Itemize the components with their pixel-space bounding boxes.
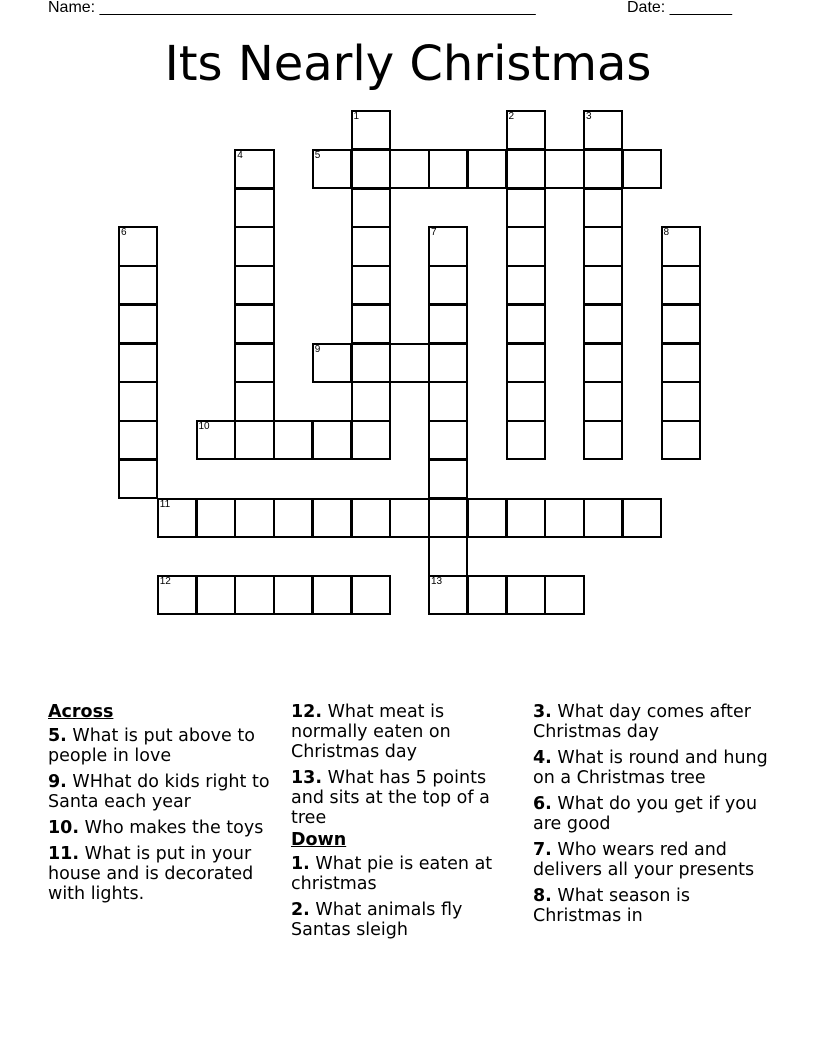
grid-cell[interactable] <box>661 265 701 305</box>
grid-cell[interactable] <box>118 304 158 344</box>
clue-number: 3 <box>586 111 592 122</box>
clue-across-10: 10. Who makes the toys <box>48 818 264 838</box>
clue-number: 10 <box>198 421 210 432</box>
grid-cell[interactable] <box>428 381 468 421</box>
grid-cell[interactable] <box>234 498 274 538</box>
grid-cell[interactable] <box>389 149 429 189</box>
grid-cell[interactable] <box>118 420 158 460</box>
clue-down-3: 3. What day comes after Christmas day <box>533 702 751 742</box>
grid-cell[interactable] <box>467 149 507 189</box>
grid-cell[interactable] <box>234 575 274 615</box>
clues-column-3 <box>533 702 773 932</box>
grid-cell[interactable] <box>428 149 468 189</box>
name-label: Name: _________________________________________________ <box>48 0 536 16</box>
grid-cell[interactable] <box>661 304 701 344</box>
clue-across-5: 5. What is put above to people in love <box>48 726 255 766</box>
grid-cell[interactable] <box>234 343 274 383</box>
grid-cell[interactable] <box>428 343 468 383</box>
clue-number: 9 <box>314 343 321 355</box>
grid-cell[interactable] <box>389 498 429 538</box>
clue-down-1: 1. What pie is eaten at christmas <box>291 854 493 894</box>
clue-number: 5 <box>314 149 321 161</box>
grid-cell[interactable] <box>351 420 391 460</box>
grid-cell[interactable] <box>428 304 468 344</box>
grid-cell[interactable] <box>506 498 546 538</box>
grid-cell[interactable] <box>544 149 584 189</box>
grid-cell[interactable] <box>506 343 546 383</box>
grid-cell[interactable] <box>312 420 352 460</box>
grid-cell[interactable] <box>506 265 546 305</box>
grid-cell[interactable] <box>506 149 546 189</box>
clue-across-9: 9. WHhat do kids right to Santa each year <box>48 772 270 812</box>
grid-cell[interactable] <box>428 265 468 305</box>
grid-cell[interactable] <box>273 575 313 615</box>
grid-cell[interactable] <box>506 226 546 266</box>
grid-cell[interactable] <box>506 575 546 615</box>
grid-cell[interactable] <box>467 498 507 538</box>
grid-cell[interactable] <box>583 381 623 421</box>
clue-number: 1 <box>353 111 360 122</box>
grid-cell[interactable] <box>544 498 584 538</box>
clue-number: 13 <box>431 576 443 587</box>
clue-number: 2 <box>508 111 515 122</box>
grid-cell[interactable] <box>428 536 468 576</box>
grid-cell[interactable] <box>583 188 623 228</box>
grid-cell[interactable] <box>273 420 313 460</box>
grid-cell[interactable] <box>351 188 391 228</box>
clue-across-13: 13. What has 5 points and sits at the top of a tree <box>291 768 490 828</box>
grid-cell[interactable] <box>428 420 468 460</box>
grid-cell[interactable] <box>312 575 352 615</box>
grid-cell[interactable] <box>312 498 352 538</box>
grid-cell[interactable] <box>351 226 391 266</box>
clues-column-2 <box>291 702 516 946</box>
grid-cell[interactable] <box>506 420 546 460</box>
grid-cell[interactable] <box>351 575 391 615</box>
grid-cell[interactable] <box>351 149 391 189</box>
grid-cell[interactable] <box>234 226 274 266</box>
clue-across-11: 11. What is put in your house and is decorated with lights. <box>48 844 254 904</box>
grid-cell[interactable] <box>351 304 391 344</box>
grid-cell[interactable] <box>661 343 701 383</box>
grid-cell[interactable] <box>661 420 701 460</box>
clue-number: 11 <box>159 498 171 510</box>
grid-cell[interactable] <box>506 304 546 344</box>
grid-cell[interactable] <box>428 498 468 538</box>
clue-down-2: 2. What animals fly Santas sleigh <box>291 900 463 940</box>
grid-cell[interactable] <box>118 265 158 305</box>
grid-cell[interactable] <box>234 420 274 460</box>
grid-cell[interactable] <box>118 459 158 499</box>
grid-cell[interactable] <box>661 381 701 421</box>
across-heading: Across <box>48 702 114 722</box>
grid-cell[interactable] <box>351 381 391 421</box>
grid-cell[interactable] <box>544 575 584 615</box>
grid-cell[interactable] <box>428 459 468 499</box>
clue-down-7: 7. Who wears red and delivers all your presents <box>533 840 755 880</box>
grid-cell[interactable] <box>351 343 391 383</box>
grid-cell[interactable] <box>583 265 623 305</box>
grid-cell[interactable] <box>622 149 662 189</box>
grid-cell[interactable] <box>583 304 623 344</box>
grid-cell[interactable] <box>506 381 546 421</box>
grid-cell[interactable] <box>196 498 236 538</box>
down-heading: Down <box>291 830 347 850</box>
page-title: Its Nearly Christmas <box>164 36 652 92</box>
grid-cell[interactable] <box>234 381 274 421</box>
grid-cell[interactable] <box>273 498 313 538</box>
grid-cell[interactable] <box>506 188 546 228</box>
grid-cell[interactable] <box>583 498 623 538</box>
clue-down-8: 8. What season is Christmas in <box>533 886 691 926</box>
grid-cell[interactable] <box>351 498 391 538</box>
grid-cell[interactable] <box>234 265 274 305</box>
grid-cell[interactable] <box>196 575 236 615</box>
grid-cell[interactable] <box>118 381 158 421</box>
date-label: Date: _______ <box>627 0 732 16</box>
clue-number: 7 <box>431 227 437 239</box>
clue-down-6: 6. What do you get if you are good <box>533 794 758 834</box>
grid-cell[interactable] <box>389 343 429 383</box>
grid-cell[interactable] <box>351 265 391 305</box>
clue-across-12: 12. What meat is normally eaten on Christmas day <box>291 702 451 762</box>
grid-cell[interactable] <box>234 304 274 344</box>
clues-column-1 <box>48 702 288 910</box>
grid-cell[interactable] <box>583 420 623 460</box>
grid-cell[interactable] <box>583 343 623 383</box>
grid-cell[interactable] <box>622 498 662 538</box>
clue-number: 6 <box>121 227 127 239</box>
grid-cell[interactable] <box>583 149 623 189</box>
clue-down-4: 4. What is round and hung on a Christmas tree <box>533 748 768 788</box>
clue-number: 4 <box>237 149 243 161</box>
grid-cell[interactable] <box>583 226 623 266</box>
grid-cell[interactable] <box>467 575 507 615</box>
clue-number: 8 <box>663 227 670 239</box>
clue-number: 12 <box>159 576 171 587</box>
grid-cell[interactable] <box>118 343 158 383</box>
grid-cell[interactable] <box>234 188 274 228</box>
